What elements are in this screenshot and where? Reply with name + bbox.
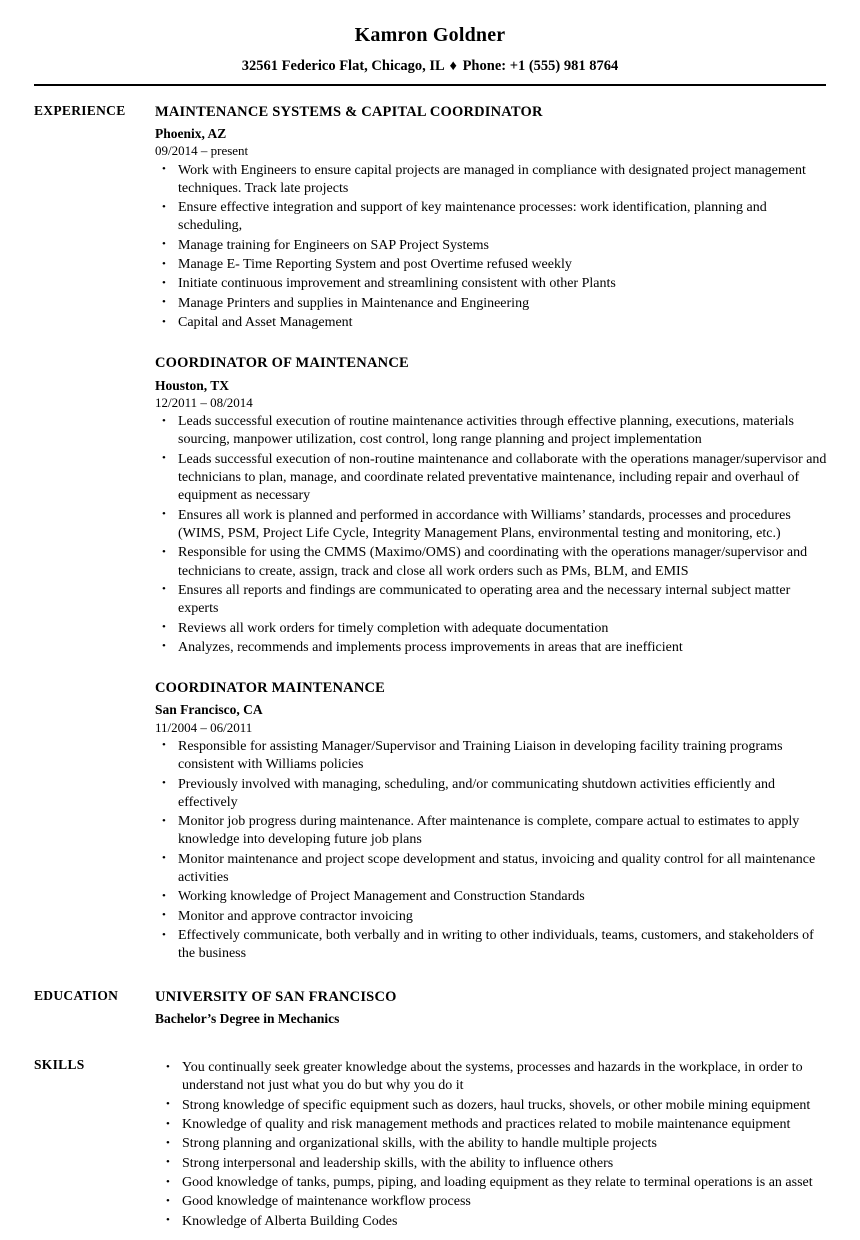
candidate-name: Kamron Goldner <box>354 24 506 46</box>
job-title: MAINTENANCE SYSTEMS & CAPITAL COORDINATOR <box>155 103 543 120</box>
experience-section <box>0 103 860 964</box>
job-entry <box>155 679 832 964</box>
resume-header <box>0 0 860 75</box>
job-bullet: • Ensures all work is planned and performed in accordance with Williams’ standards, processes and procedures (WIMS, PSM, Project Life Cycle, Integrity Management Plans, environmental testing and monitoring, etc.) <box>155 507 832 544</box>
skills-bullet-list <box>159 1059 832 1231</box>
skills-section-body <box>155 1057 860 1231</box>
job-bullet: • Leads successful execution of routine maintenance activities through effective planning, executions, materials sourcing, manpower utilization, cost control, long range planning and project implementation <box>155 413 832 450</box>
job-location: San Francisco, CA <box>155 702 263 718</box>
education-school: UNIVERSITY OF SAN FRANCISCO <box>155 988 397 1005</box>
skill-bullet: • Knowledge of quality and risk management methods and practices related to mobile maintenance equipment <box>159 1116 832 1134</box>
skill-bullet: • You continually seek greater knowledge about the systems, processes and hazards in the workplace, in order to understand not just what you do but why you do it <box>159 1059 832 1096</box>
diamond-separator-icon: ♦ <box>449 58 457 74</box>
job-bullet: • Ensures all reports and findings are communicated to operating area and the necessary internal subject matter experts <box>155 582 832 619</box>
job-bullet: • Capital and Asset Management <box>155 314 832 332</box>
job-bullet: • Work with Engineers to ensure capital projects are managed in compliance with designated project management techniques. Track late projects <box>155 162 832 199</box>
job-bullet: • Responsible for assisting Manager/Supervisor and Training Liaison in developing facility training programs consistent with Williams policies <box>155 738 832 775</box>
skill-bullet: • Good knowledge of maintenance workflow process <box>159 1193 832 1211</box>
job-bullet: • Previously involved with managing, scheduling, and/or communicating shutdown activities efficiently and effectively <box>155 776 832 813</box>
experience-section-body <box>155 103 860 964</box>
skills-section <box>0 1057 860 1231</box>
job-bullet: • Leads successful execution of non-routine maintenance and collaborate with the operations manager/supervisor and technicians to plan, manage, and coordinate related preventative maintenance, including repair and overhaul of equipment as necessary <box>155 451 832 506</box>
job-bullet: • Monitor maintenance and project scope development and status, invoicing and quality control for all maintenance activities <box>155 851 832 888</box>
job-bullet: • Ensure effective integration and support of key maintenance processes: work identification, planning and scheduling, <box>155 199 832 236</box>
header-divider <box>34 84 826 86</box>
skill-bullet: • Strong planning and organizational skills, with the ability to handle multiple projects <box>159 1135 832 1153</box>
education-section-label: EDUCATION <box>34 987 119 1003</box>
job-bullet: • Analyzes, recommends and implements process improvements in areas that are inefficient <box>155 639 832 657</box>
job-bullet: • Monitor and approve contractor invoicing <box>155 908 832 926</box>
job-entry <box>155 354 832 657</box>
job-bullet: • Initiate continuous improvement and streamlining consistent with other Plants <box>155 275 832 293</box>
skill-bullet: • Good knowledge of tanks, pumps, piping, and loading equipment as they relate to terminal operations is an asset <box>159 1174 832 1192</box>
job-bullet: • Manage Printers and supplies in Maintenance and Engineering <box>155 295 832 313</box>
job-dates: 12/2011 – 08/2014 <box>155 394 253 410</box>
contact-phone: Phone: +1 (555) 981 8764 <box>462 58 619 74</box>
education-section-body <box>155 988 860 1027</box>
skill-bullet: • Knowledge of Alberta Building Codes <box>159 1213 832 1231</box>
job-bullet: • Effectively communicate, both verbally and in writing to other individuals, teams, customers, and stakeholders of the business <box>155 927 832 964</box>
education-degree: Bachelor’s Degree in Mechanics <box>155 1010 340 1026</box>
job-bullet: • Manage training for Engineers on SAP Project Systems <box>155 237 832 255</box>
job-title: COORDINATOR MAINTENANCE <box>155 680 386 697</box>
contact-line <box>0 59 860 75</box>
job-dates: 09/2014 – present <box>155 143 249 159</box>
job-bullet-list <box>155 738 832 964</box>
skills-section-label: SKILLS <box>34 1057 85 1073</box>
job-bullet: • Manage E- Time Reporting System and post Overtime refused weekly <box>155 256 832 274</box>
job-location: Phoenix, AZ <box>155 126 227 142</box>
job-location: Houston, TX <box>155 377 230 393</box>
job-bullet: • Reviews all work orders for timely completion with adequate documentation <box>155 620 832 638</box>
skill-bullet: • Strong interpersonal and leadership skills, with the ability to influence others <box>159 1155 832 1173</box>
job-entry <box>155 103 832 333</box>
job-title: COORDINATOR OF MAINTENANCE <box>155 355 409 372</box>
job-bullet-list <box>155 413 832 657</box>
job-bullet-list <box>155 162 832 333</box>
job-bullet: • Responsible for using the CMMS (Maximo/OMS) and coordinating with the operations manager/supervisor and technicians to create, assign, track and close all work orders such as PMs, BLM, and EMIS <box>155 544 832 581</box>
job-bullet: • Working knowledge of Project Management and Construction Standards <box>155 888 832 906</box>
contact-address: 32561 Federico Flat, Chicago, IL <box>241 58 444 74</box>
job-dates: 11/2004 – 06/2011 <box>155 719 253 735</box>
education-section <box>0 988 860 1027</box>
skill-bullet: • Strong knowledge of specific equipment such as dozers, haul trucks, shovels, or other mobile mining equipment <box>159 1097 832 1115</box>
job-bullet: • Monitor job progress during maintenance. After maintenance is complete, compare actual to estimates to apply knowledge into developing future job plans <box>155 813 832 850</box>
experience-section-label: EXPERIENCE <box>34 102 126 118</box>
